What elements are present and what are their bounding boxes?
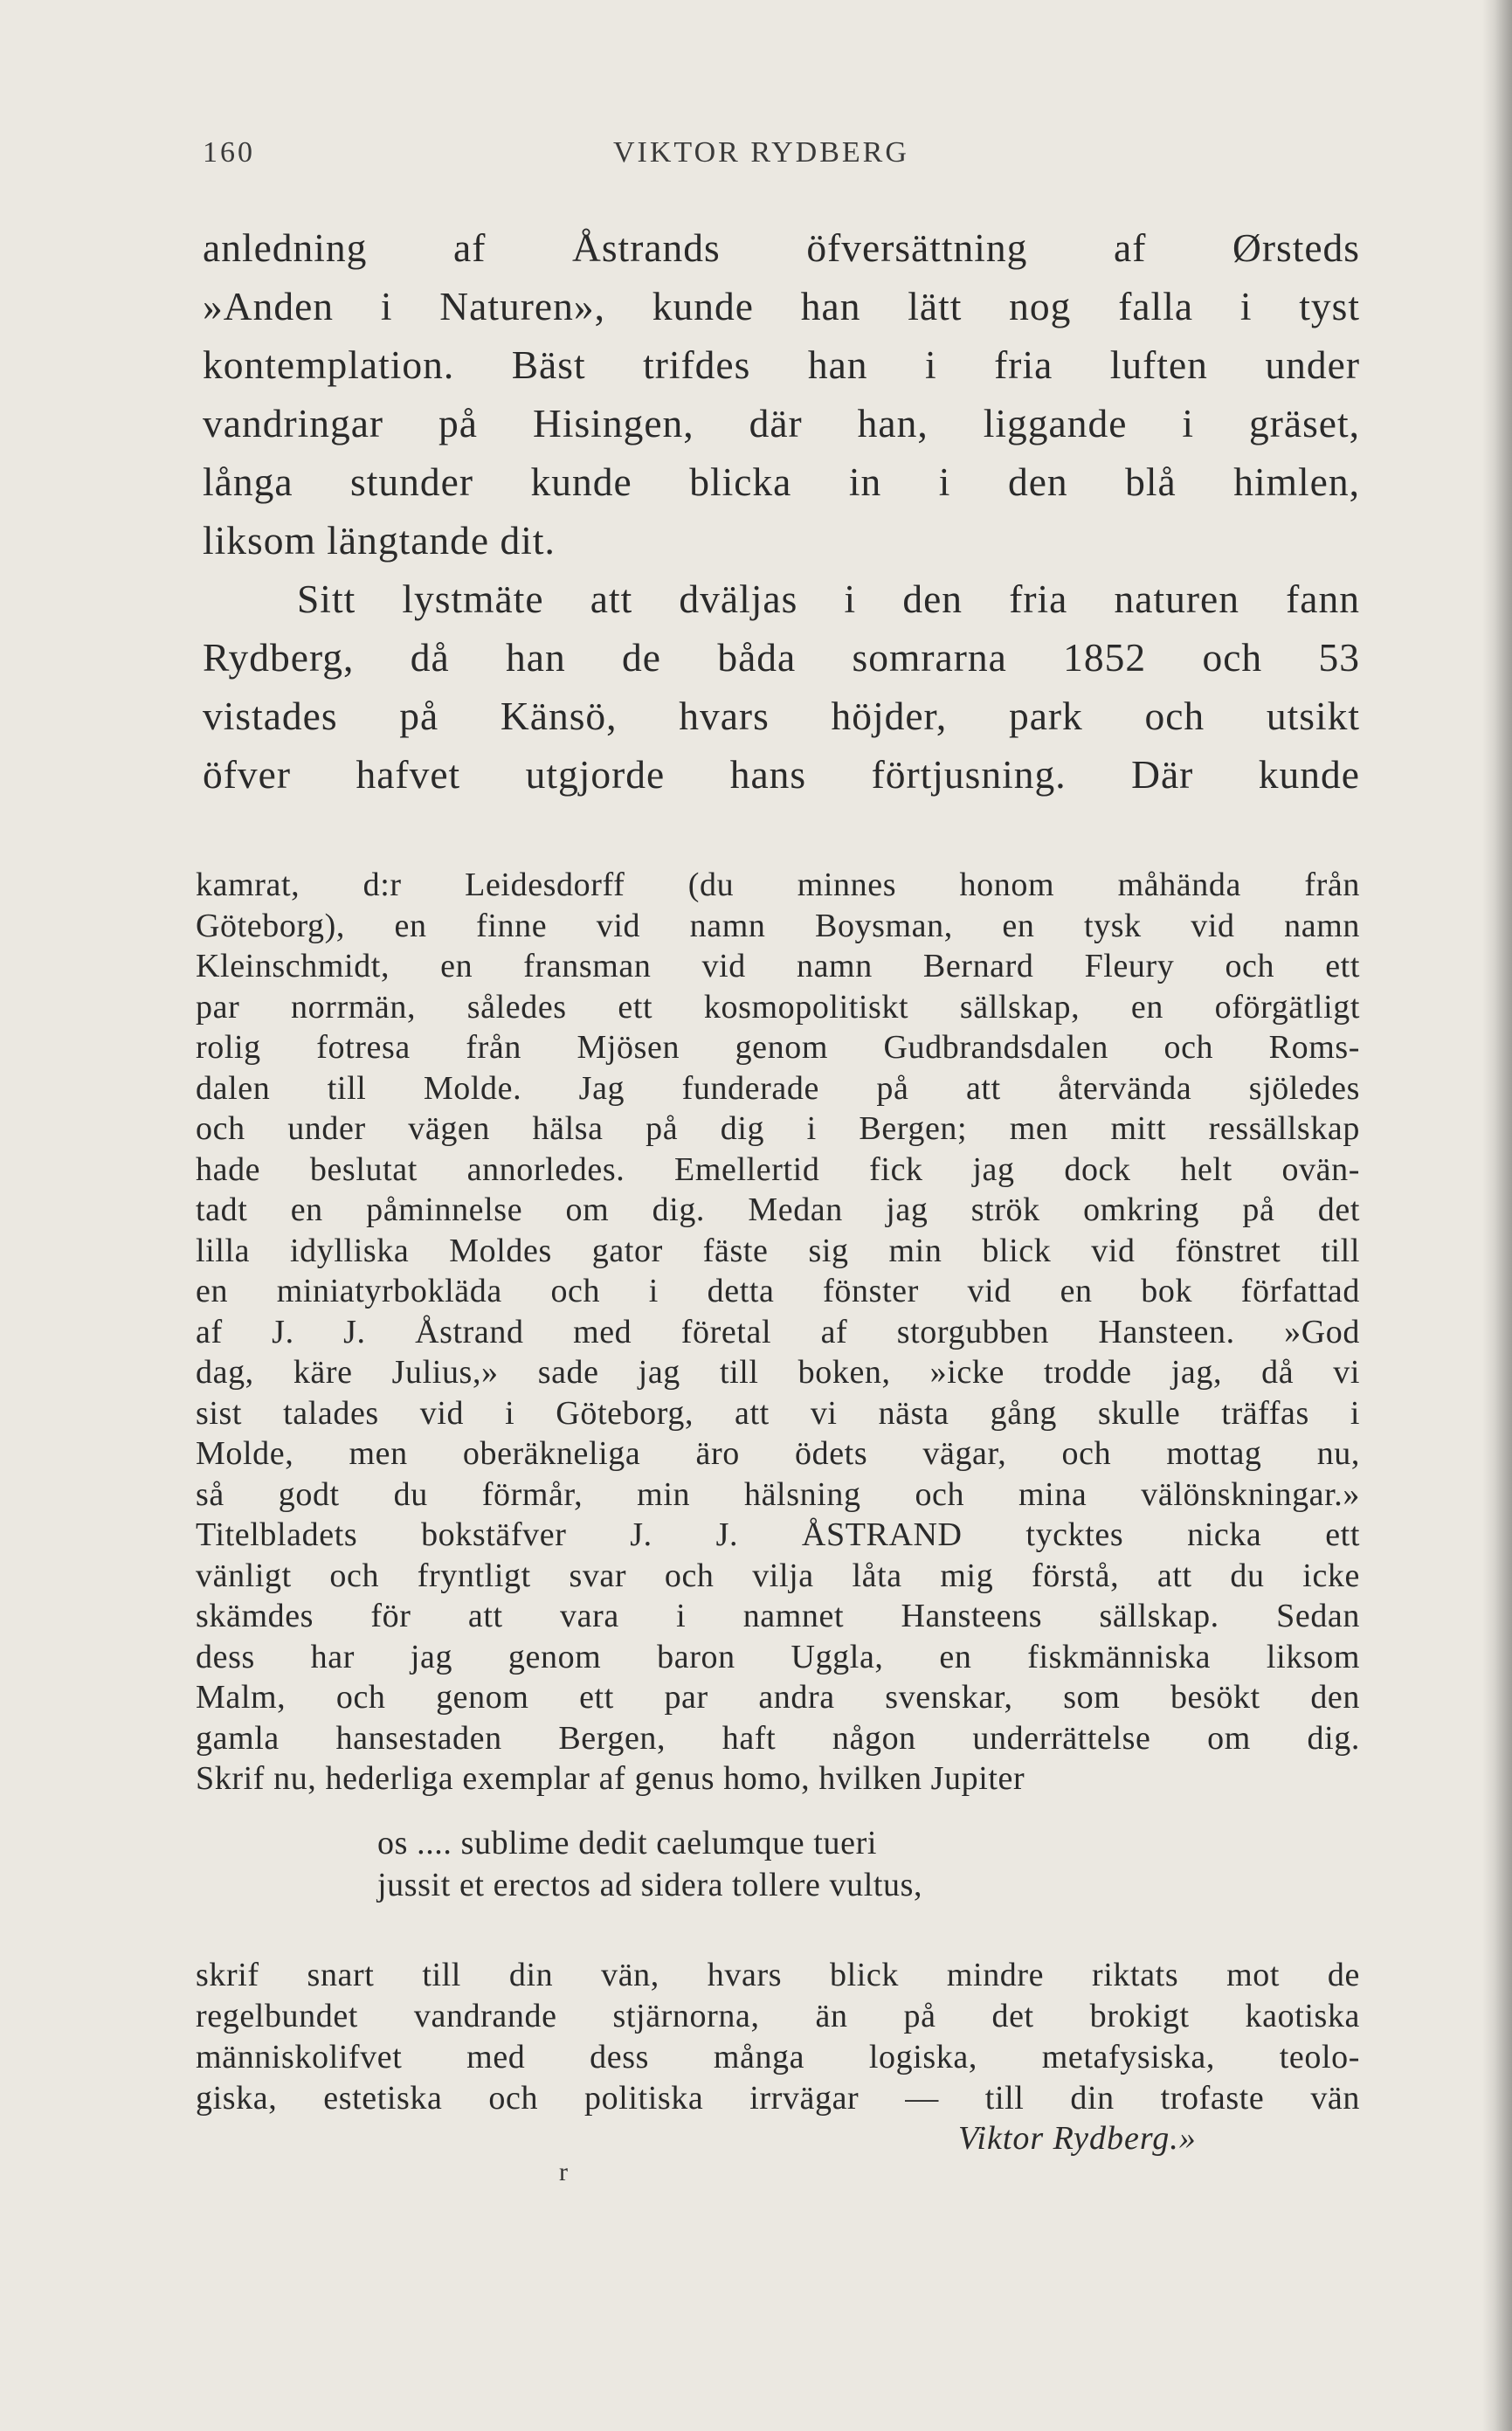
footnote-line: så godt du förmår, min hälsning och mina välönskningar.» xyxy=(196,1475,1360,1513)
footnote-line: af J. J. Åstrand med företal af storgubben Hansteen. »God xyxy=(196,1313,1360,1350)
text-line: kontemplation. Bäst trifdes han i fria luften under xyxy=(203,342,1360,387)
text-line: Rydberg, då han de båda somrarna 1852 och 53 xyxy=(203,635,1360,680)
footnote-line: tadt en påminnelse om dig. Medan jag strök omkring på det xyxy=(196,1191,1360,1228)
closing-line: människolifvet med dess många logiska, metafysiska, teolo- xyxy=(196,2039,1360,2075)
stray-ink-mark: r xyxy=(559,2158,568,2186)
footnote-letter-text xyxy=(196,865,1360,1799)
footnote-line: skämdes för att vara i namnet Hansteens sällskap. Sedan xyxy=(196,1598,1360,1634)
footnote-line: vänligt och fryntligt svar och vilja låta mig förstå, att du icke xyxy=(196,1557,1360,1594)
footnote-line: Kleinschmidt, en fransman vid namn Bernard Fleury och ett xyxy=(196,948,1360,984)
footnote-line: lilla idylliska Moldes gator fäste sig min blick vid fönstret till xyxy=(196,1232,1360,1269)
latin-quote xyxy=(377,1822,922,1906)
footnote-line: gamla hansestaden Bergen, haft någon underrättelse om dig. xyxy=(196,1719,1360,1757)
footnote-line: dag, käre Julius,» sade jag till boken, »icke trodde jag, då vi xyxy=(196,1354,1360,1391)
footnote-line: rolig fotresa från Mjösen genom Gudbrandsdalen och Roms- xyxy=(196,1029,1360,1066)
closing-line: regelbundet vandrande stjärnorna, än på det brokigt kaotiska xyxy=(196,1998,1360,2034)
footnote-line: dalen till Molde. Jag funderade på att återvända sjöledes xyxy=(196,1069,1360,1107)
footnote-line: Malm, och genom ett par andra svenskar, som besökt den xyxy=(196,1679,1360,1716)
footnote-line: kamrat, d:r Leidesdorff (du minnes honom måhända från xyxy=(196,867,1360,903)
page-edge-shadow xyxy=(1482,0,1512,2431)
footnote-line: Molde, men oberäkneliga äro ödets vägar, och mottag nu, xyxy=(196,1435,1360,1472)
footnote-line: Skrif nu, hederliga exemplar af genus homo, hvilken Jupiter xyxy=(196,1760,1025,1797)
closing-line: giska, estetiska och politiska irrvägar — till din trofaste vän xyxy=(196,2080,1360,2117)
text-line: liksom längtande dit. xyxy=(203,518,556,563)
closing-line: skrif snart till din vän, hvars blick mindre riktats mot de xyxy=(196,1957,1360,1993)
text-line: öfver hafvet utgjorde hans förtjusning. Där kunde xyxy=(203,752,1360,797)
text-line: anledning af Åstrands öfversättning af Ørsteds xyxy=(203,225,1360,270)
footnote-line: och under vägen hälsa på dig i Bergen; men mitt ressällskap xyxy=(196,1110,1360,1147)
page-number: 160 xyxy=(203,136,255,169)
quote-line: os .... sublime dedit caelumque tueri xyxy=(377,1825,878,1861)
closing-text xyxy=(196,1955,1360,2119)
quote-line: jussit et erectos ad sidera tollere vultus, xyxy=(377,1867,923,1903)
footnote-line: sist talades vid i Göteborg, att vi nästa gång skulle träffas i xyxy=(196,1394,1360,1432)
footnote-line: en miniatyrbokläda och i detta fönster vid en bok författad xyxy=(196,1273,1360,1309)
text-line: vistades på Känsö, hvars höjder, park och utsikt xyxy=(203,694,1360,738)
footnote-line: Göteborg), en finne vid namn Boysman, en tysk vid namn xyxy=(196,907,1360,944)
text-line: långa stunder kunde blicka in i den blå himlen, xyxy=(203,459,1360,504)
text-line: »Anden i Naturen», kunde han lätt nog falla i tyst xyxy=(203,284,1360,328)
page-header xyxy=(203,136,1360,180)
text-line: Sitt lystmäte att dväljas i den fria naturen fann xyxy=(297,577,1360,621)
footnote-line: Titelbladets bokstäfver J. J. ÅSTRAND tycktes nicka ett xyxy=(196,1516,1360,1553)
footnote-line: hade beslutat annorledes. Emellertid fick jag dock helt ovän- xyxy=(196,1150,1360,1188)
main-text-block xyxy=(203,218,1360,804)
signature: Viktor Rydberg.» xyxy=(958,2120,1197,2157)
text-line: vandringar på Hisingen, där han, liggande i gräset, xyxy=(203,401,1360,445)
footnote-line: dess har jag genom baron Uggla, en fiskmänniska liksom xyxy=(196,1638,1360,1675)
footnote-line: par norrmän, således ett kosmopolitiskt sällskap, en oförgätligt xyxy=(196,988,1360,1026)
running-head: VIKTOR RYDBERG xyxy=(613,136,909,169)
